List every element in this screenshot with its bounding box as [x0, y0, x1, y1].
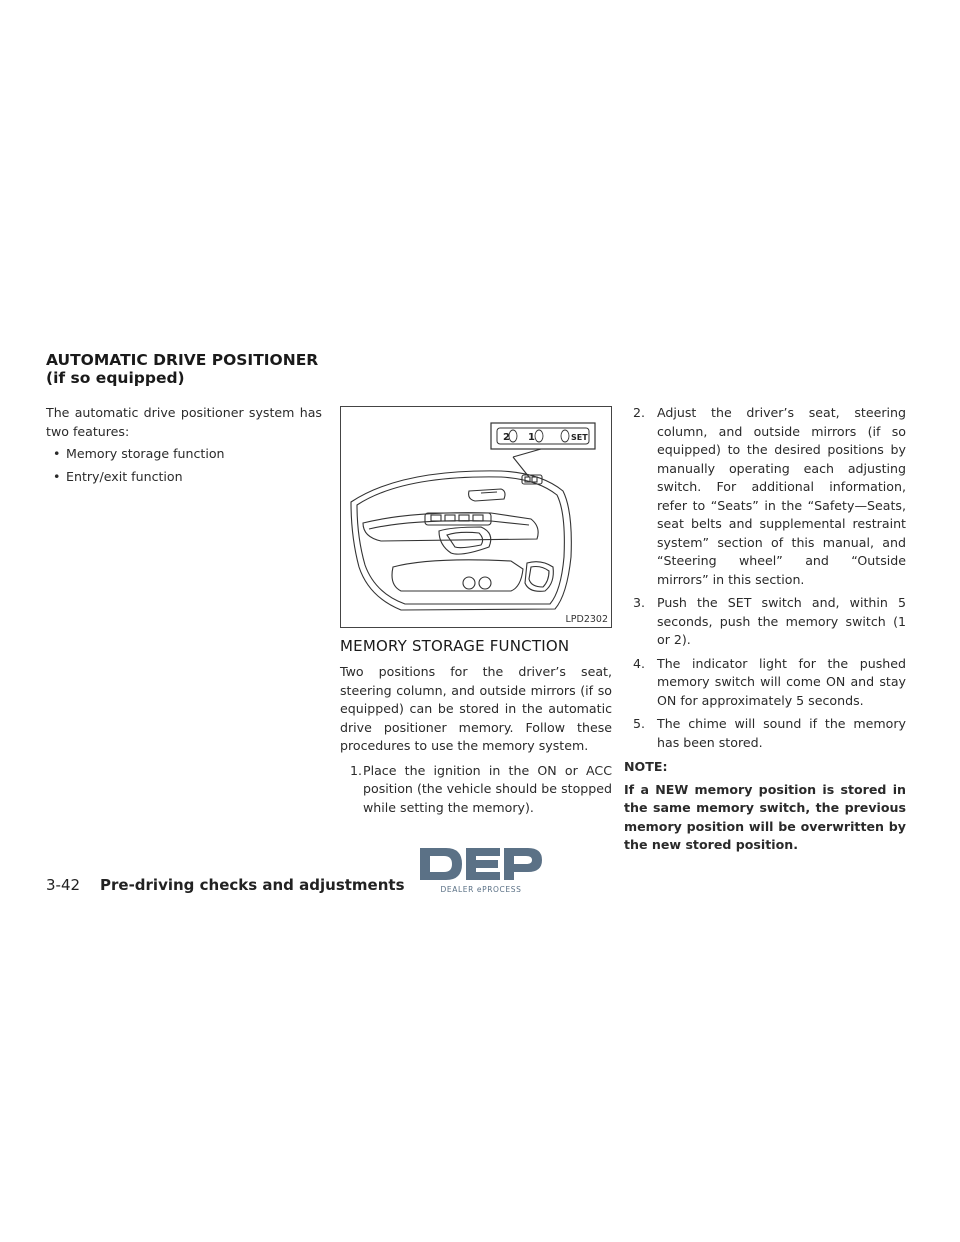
figure-label: LPD2302	[565, 614, 608, 625]
section-title: AUTOMATIC DRIVE POSITIONER (if so equipped)	[46, 351, 319, 387]
switch-label-1: 1	[528, 432, 535, 443]
switch-label-2: 2	[503, 432, 510, 443]
dep-logo-icon	[416, 844, 546, 896]
intro-text: The automatic drive positioner system has two features:	[46, 405, 322, 439]
steps-list-part1	[340, 762, 612, 818]
note-label: NOTE:	[624, 759, 668, 774]
switch-label-set: SET	[571, 433, 588, 442]
page-number: 3-42	[46, 876, 81, 894]
column-middle	[340, 636, 612, 822]
feature-item: • Memory storage function	[46, 445, 322, 464]
door-panel-figure	[340, 406, 612, 628]
door-panel-illustration	[341, 407, 611, 627]
step-item: 1. Place the ignition in the ON or ACC position (the vehicle should be stopped while setting the memory).	[350, 762, 612, 815]
step-item: 2. Adjust the driver’s seat, steering column, and outside mirrors (if so equipped) to the desired positions by manually operating each adjusting switch. For additional information, refer to “Seats” in the “Safety—Seats, seat belts and supplemental restraint system” section of this manual, and “Steering wheel” and “Outside mirrors” in this section.	[633, 405, 906, 587]
step-item: 3. Push the SET switch and, within 5 seconds, push the memory switch (1 or 2).	[633, 595, 906, 647]
logo-tagline: DEALER ePROCESS	[440, 885, 522, 894]
step-item: 4. The indicator light for the pushed memory switch will come ON and stay ON for approximately 5 seconds.	[633, 655, 906, 708]
feature-list	[46, 445, 322, 486]
footer-chapter-title: Pre-driving checks and adjustments	[100, 876, 405, 894]
column-left	[46, 404, 322, 490]
step-item: 5. The chime will sound if the memory has been stored.	[633, 716, 906, 750]
subheading: MEMORY STORAGE FUNCTION	[340, 637, 570, 655]
note-text: If a NEW memory position is stored in the same memory switch, the previous memory position will be overwritten by the new stored position.	[624, 781, 906, 852]
steps-list-part2	[624, 404, 906, 752]
dealer-eprocess-logo	[416, 844, 546, 896]
feature-item: • Entry/exit function	[46, 468, 322, 487]
memory-intro-text: Two positions for the driver’s seat, steering column, and outside mirrors (if so equipped) can be stored in the automatic drive positioner memory. Follow these procedures to use the memory system.	[340, 664, 612, 753]
column-right	[624, 404, 906, 855]
